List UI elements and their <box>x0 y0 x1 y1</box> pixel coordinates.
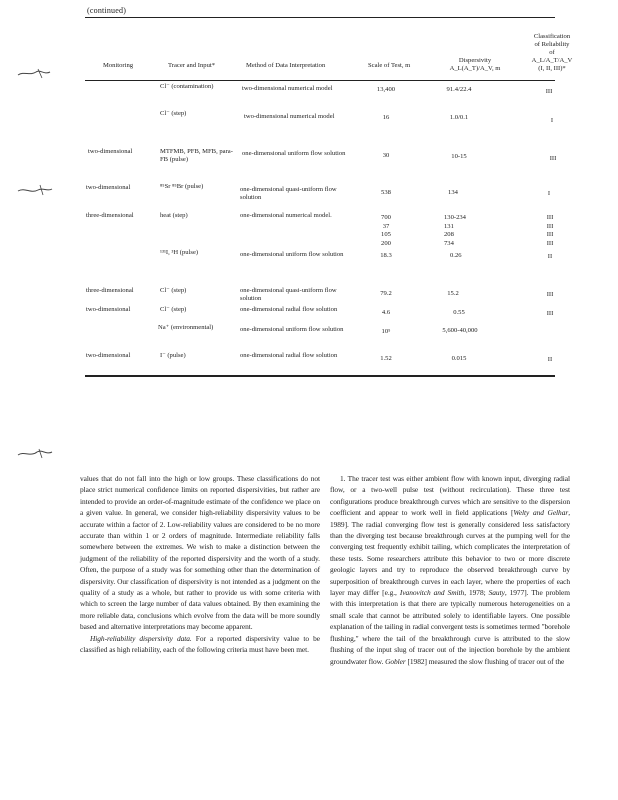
pen-mark-icon <box>16 183 56 197</box>
scale-cell: 79.2 <box>380 290 392 297</box>
method-cell: one-dimensional uniform flow solution <box>240 251 344 258</box>
citation: Ivanovitch and Smith <box>399 588 465 598</box>
paragraph-heading: High-reliability dispersivity data. <box>90 633 192 643</box>
monitoring-cell: two-dimensional <box>88 148 133 155</box>
reliability-value: III <box>546 239 554 247</box>
method-cell: one-dimensional numerical model. <box>240 212 332 219</box>
scale-value: 105 <box>381 231 391 239</box>
reliability-cell: III <box>546 310 554 317</box>
dispersivity-value: 208 <box>444 231 454 239</box>
header-classification-line3: of <box>549 49 555 56</box>
scale-value: 200 <box>381 239 391 247</box>
body-column-left <box>80 473 320 656</box>
paragraph-text: 1. The tracer test was either ambient flow with known input, diverging radial flow, or a two-well pulse test (without recirculation). These three test configurations produce breakthrough curves which are sensitive to the dispersion coefficient and appear to work well in field applications [ <box>330 474 570 518</box>
header-classification-line5: (I, II, III)* <box>538 65 566 72</box>
reliability-cell: III <box>546 291 554 298</box>
paragraph-text: , 1977]. The problem with this interpretation is that there are typically numerous heterogeneities on a small scale that cannot be attributed solely to identifiable layers. One possible explanation of the tailing in radial convergent tests is sometimes termed "borehole flushing," where the tail of the breakthrough curve is attributed to the slow flushing of the input slug of tracer out of the injection borehole by the ambient groundwater flow. <box>330 588 570 666</box>
method-cell: one-dimensional uniform flow solution <box>242 150 346 157</box>
header-dispersivity-line1: Dispersivity <box>458 57 492 64</box>
monitoring-cell: three-dimensional <box>86 212 134 219</box>
dispersivity-cell: 15.2 <box>447 290 459 297</box>
dispersivity-cell: 91.4/22.4 <box>446 86 472 93</box>
continued-label: (continued) <box>87 6 127 15</box>
pen-mark-icon <box>16 446 56 460</box>
header-scale: Scale of Test, m <box>368 62 411 69</box>
citation: Sauty <box>488 588 505 598</box>
header-classification-line2: of Reliability <box>534 41 570 48</box>
method-cell: one-dimensional uniform flow solution <box>240 326 344 333</box>
header-classification <box>524 33 580 73</box>
header-tracer: Tracer and Input* <box>168 62 215 69</box>
monitoring-cell: two-dimensional <box>86 306 131 313</box>
dispersivity-cell: 1.0/0.1 <box>449 114 469 121</box>
paragraph-text: , 1989]. The radial converging flow test is generally considered less satisfactory than the diverging test because breakthrough curves at the pumping well for the converging test frequently exhibit tailing, which complicates the interpretation of these tests. Some researchers attribute this behavior to two or more discrete geologic layers and try to reproduce the observed breakthrough curve by superposition of breakthrough curves in each layer, where the properties of each layer may differ [e.g., <box>330 508 570 598</box>
paragraph-text: [1982] measured the slow flushing of tracer out of the <box>405 656 565 666</box>
table-top-rule <box>85 17 555 18</box>
scale-cell: 1.52 <box>380 355 392 362</box>
reliability-cell: II <box>547 253 553 260</box>
tracer-cell: ⁸⁵Sr ⁸⁵Br (pulse) <box>160 183 204 190</box>
scale-cell: 16 <box>382 114 390 121</box>
tracer-cell: Cl⁻ (step) <box>160 110 187 117</box>
scale-value: 37 <box>382 222 390 230</box>
method-cell: two-dimensional numerical model <box>242 85 333 92</box>
tracer-cell: Cl⁻ (step) <box>160 287 187 294</box>
scale-cell: 4.6 <box>381 309 391 316</box>
header-dispersivity <box>430 57 520 73</box>
table-bottom-rule <box>85 375 555 377</box>
header-classification-line1: Classification <box>533 33 571 40</box>
tracer-cell: I⁻ (pulse) <box>160 352 186 359</box>
scale-list <box>356 214 416 248</box>
method-cell: two-dimensional numerical model <box>244 113 335 120</box>
pen-mark-icon <box>16 66 56 80</box>
header-classification-line4: A_L/A_T/A_V <box>531 57 573 64</box>
paragraph-text: , 1978; <box>464 588 489 598</box>
tracer-cell: Cl⁻ (step) <box>160 306 187 313</box>
reliability-value: III <box>546 231 554 239</box>
scale-cell: 538 <box>381 189 391 196</box>
dispersivity-cell: 0.015 <box>451 355 467 362</box>
paragraph: values that do not fall into the high or low groups. These classifications do not place strict numerical confidence limits on reported dispersivities, but rather are intended to provide an order-of-magnitude estimate of the confidence we place on a given value. In general, we consider high-reliability dispersivity values to be accurate within a factor of 2. Low-reliability values are considered to be no more accurate than within 1 or 2 orders of magnitude. Intermediate reliability falls somewhere between the extremes. We wish to make a distinction between the judgment of the reliability of the reported dispersivity and the worth of a study. Often, the purpose of a study was for something other than the determination of dispersivity. Our classification of dispersivity is not intended as a judgment on the quality of a study as a whole, but rather to provide us with some criteria with which to screen the large number of data values obtained. By then examining the more reliable data, conclusions which evolve from the data will be more soundly based and alternative interpretations may become apparent. <box>80 474 320 632</box>
dispersivity-cell: 0.26 <box>450 252 462 259</box>
reliability-value: III <box>546 214 554 221</box>
citation: Gobler <box>385 656 406 666</box>
reliability-cell: III <box>549 155 557 162</box>
header-monitoring: Monitoring <box>103 62 134 69</box>
scale-cell: 13,400 <box>376 86 396 93</box>
tracer-cell: heat (step) <box>160 212 188 219</box>
reliability-cell: I <box>550 117 554 124</box>
reliability-list <box>540 214 560 248</box>
tracer-cell: Cl⁻ (contamination) <box>160 83 214 90</box>
tracer-cell: Na⁺ (environmental) <box>158 324 214 331</box>
scale-cell: 18.3 <box>380 252 392 259</box>
dispersivity-value: 131 <box>444 222 454 230</box>
tracer-cell: ¹³¹I, ³H (pulse) <box>160 249 199 256</box>
reliability-cell: I <box>547 190 551 197</box>
table-header-rule <box>85 80 555 81</box>
dispersivity-value: 130-234 <box>444 214 466 221</box>
paragraph <box>330 473 570 667</box>
header-dispersivity-line2: A_L(A_T)/A_V, m <box>449 65 501 72</box>
scale-cell: 30 <box>382 152 390 159</box>
monitoring-cell: three-dimensional <box>86 287 134 294</box>
reliability-value: III <box>546 222 554 230</box>
reliability-cell: II <box>547 356 553 363</box>
dispersivity-cell: 0.55 <box>453 309 465 316</box>
header-method: Method of Data Interpretation <box>246 62 326 69</box>
paragraph-text: For a reported dispersivity value to be classified as high reliability, each of the following criteria must have been met. <box>80 633 320 655</box>
monitoring-cell: two-dimensional <box>86 352 131 359</box>
tracer-cell: MTFMB, PFB, MFB, para-FB (pulse) <box>160 148 233 163</box>
method-cell: one-dimensional quasi-uniform flow solution <box>240 287 337 302</box>
paragraph <box>80 633 320 656</box>
method-cell: one-dimensional radial flow solution <box>240 306 338 313</box>
monitoring-cell: two-dimensional <box>86 184 131 191</box>
scale-value: 700 <box>381 214 391 221</box>
scale-cell: 10⁵ <box>381 328 391 335</box>
dispersivity-cell: 5,600-40,000 <box>442 327 478 334</box>
citation: Welty and Gelhar <box>513 508 569 518</box>
method-cell: one-dimensional radial flow solution <box>240 352 338 359</box>
body-column-right <box>330 473 570 667</box>
reliability-cell: III <box>545 88 553 95</box>
method-cell: one-dimensional quasi-uniform flow solution <box>240 186 337 201</box>
dispersivity-cell: 134 <box>448 189 458 196</box>
dispersivity-list <box>444 214 466 248</box>
dispersivity-value: 734 <box>444 239 454 247</box>
dispersivity-cell: 10-15 <box>451 153 467 160</box>
